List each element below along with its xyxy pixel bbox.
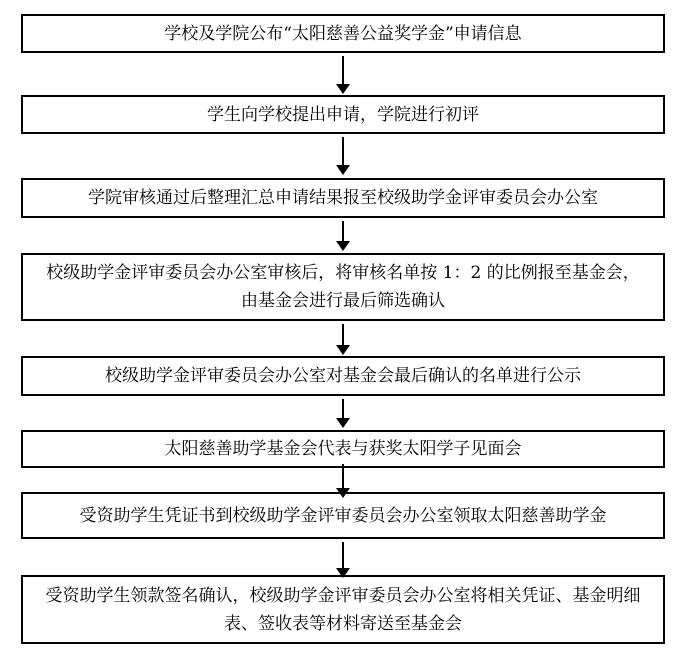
arrow-down-icon (335, 137, 351, 175)
flow-step-7-text: 受资助学生凭证书到校级助学金评审委员会办公室领取太阳慈善助学金 (79, 505, 607, 526)
arrow-head (336, 418, 350, 428)
flow-step-5 (21, 356, 665, 396)
flow-step-7 (21, 492, 665, 539)
arrow-head (336, 84, 350, 94)
arrow-head (336, 165, 350, 175)
arrow-head (336, 241, 350, 251)
arrow-shaft (342, 399, 344, 418)
flow-step-5-text: 校级助学金评审委员会办公室对基金会最后确认的名单进行公示 (105, 366, 581, 386)
arrow-shaft (342, 464, 344, 488)
flow-step-6 (21, 430, 665, 468)
arrow-head (336, 488, 350, 498)
flow-step-2 (21, 95, 665, 134)
flow-step-3 (21, 178, 665, 218)
arrow-shaft (342, 221, 344, 241)
flow-step-4-text-line2: 由基金会进行最后筛选确认 (241, 291, 445, 311)
arrow-down-icon (335, 56, 351, 94)
flow-step-1 (21, 14, 665, 53)
arrow-shaft (342, 56, 344, 84)
flow-step-1-text: 学校及学院公布“太阳慈善公益奖学金”申请信息 (164, 23, 522, 44)
arrow-head (336, 345, 350, 355)
arrow-head (336, 568, 350, 578)
flow-step-8 (21, 575, 665, 644)
flow-step-6-text: 太阳慈善助学基金会代表与获奖太阳学子见面会 (164, 439, 522, 459)
arrow-shaft (342, 324, 344, 345)
flow-step-3-text: 学院审核通过后整理汇总申请结果报至校级助学金评审委员会办公室 (88, 188, 598, 208)
flow-step-4 (21, 253, 665, 321)
arrow-down-icon (335, 542, 351, 578)
arrow-down-icon (335, 464, 351, 498)
flow-step-4-text-line1: 校级助学金评审委员会办公室审核后，将审核名单按 1：2 的比例报至基金会， (46, 263, 640, 283)
arrow-shaft (342, 137, 344, 165)
arrow-down-icon (335, 399, 351, 428)
arrow-shaft (342, 542, 344, 568)
flow-step-8-text-line1: 受资助学生领款签名确认，校级助学金评审委员会办公室将相关凭证、基金明细 (45, 585, 641, 606)
flow-step-8-text-line2: 表、签收表等材料寄送至基金会 (224, 613, 462, 634)
flow-step-2-text: 学生向学校提出申请，学院进行初评 (207, 104, 479, 125)
arrow-down-icon (335, 221, 351, 251)
arrow-down-icon (335, 324, 351, 355)
